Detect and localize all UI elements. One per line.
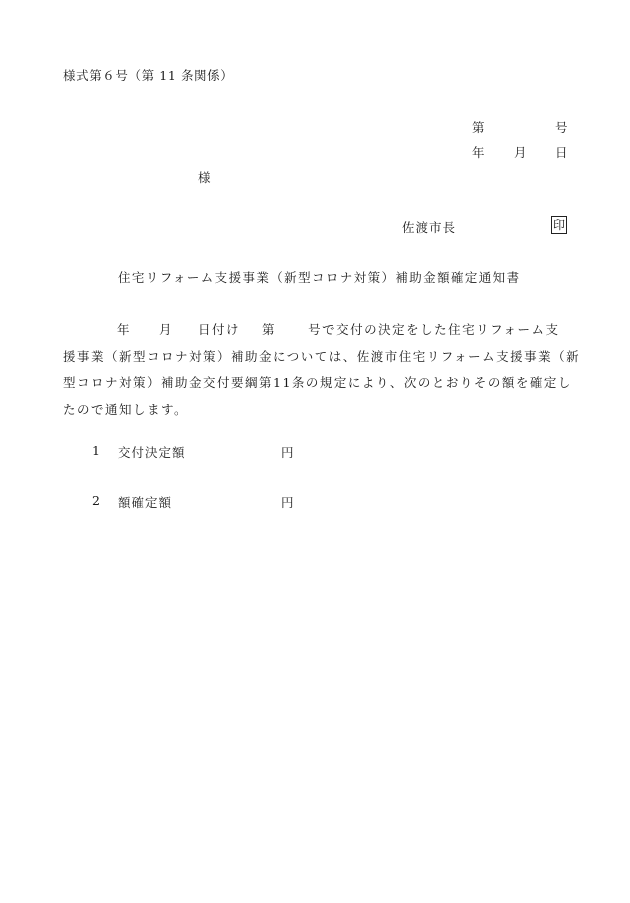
form-number: 様式第６号（第 11 条関係） [63, 68, 234, 83]
document-title: 住宅リフォーム支援事業（新型コロナ対策）補助金額確定通知書 [118, 270, 521, 285]
body-line-4: たので通知します。 [63, 401, 189, 417]
item-label: 額確定額 [118, 495, 173, 510]
body-number-prefix: 第 [262, 322, 277, 337]
item-number: 2 [92, 493, 100, 508]
date-day-label: 日 [555, 145, 568, 160]
item-unit: 円 [281, 445, 294, 460]
body-line-1 [63, 317, 571, 344]
date-year-label: 年 [472, 145, 485, 160]
notice-body [63, 317, 581, 423]
body-month-label: 月 [159, 322, 174, 337]
item-number: 1 [92, 443, 100, 458]
sender-name: 佐渡市長 [402, 220, 457, 235]
reference-number-prefix: 第 [472, 120, 485, 135]
body-line-2: 援事業（新型コロナ対策）補助金については、佐渡市住宅リフォーム支援事業（新 [63, 348, 581, 364]
body-date-label: 日付け [198, 322, 241, 337]
reference-number-suffix: 号 [555, 120, 568, 135]
item-label: 交付決定額 [118, 445, 186, 460]
item-unit: 円 [281, 495, 294, 510]
seal-mark: 印 [553, 218, 566, 232]
body-line-3: 型コロナ対策）補助金交付要綱第11条の規定により、次のとおりその額を確定し [63, 375, 572, 390]
date-month-label: 月 [514, 145, 527, 160]
body-line-1-text: 号で交付の決定をした住宅リフォーム支 [308, 322, 560, 337]
body-year-label: 年 [117, 322, 132, 337]
addressee-honorific: 様 [198, 170, 211, 185]
